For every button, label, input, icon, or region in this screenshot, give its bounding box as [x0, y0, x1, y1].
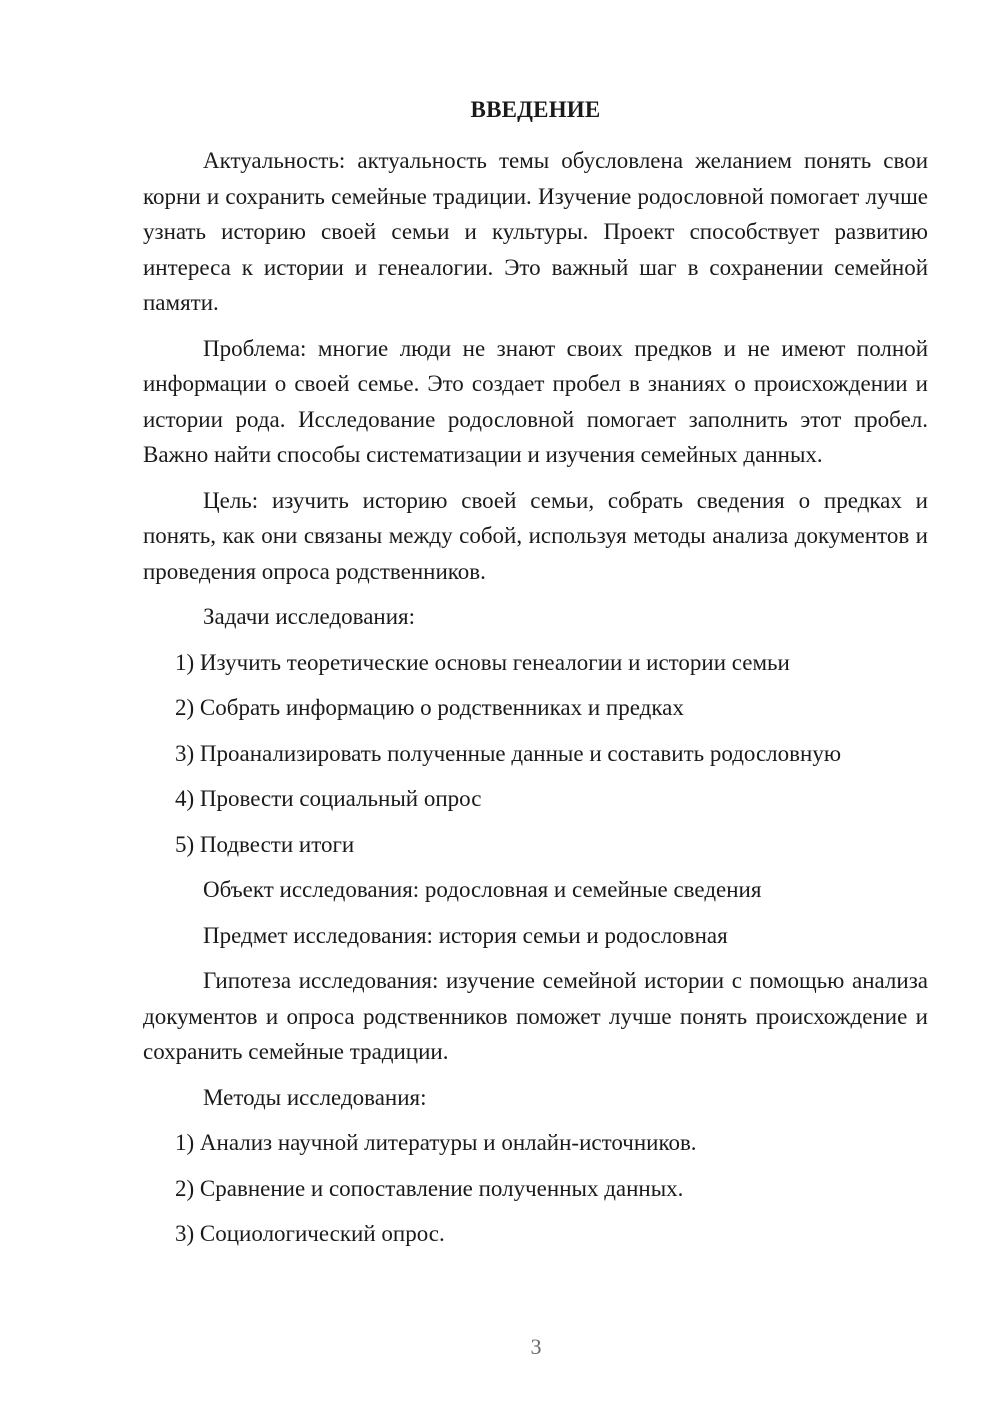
page-title: ВВЕДЕНИЕ	[470, 97, 601, 122]
goal-paragraph: Цель: изучить историю своей семьи, собрать сведения о предках и понять, как они связаны между собой, используя методы анализа документов и проведения опроса родственников.	[143, 487, 928, 584]
object-line: Объект исследования: родословная и семейные сведения	[203, 877, 762, 902]
tasks-label: Задачи исследования:	[203, 604, 416, 629]
page-number: 3	[530, 1334, 542, 1359]
list-item: 2) Собрать информацию о родственниках и предках	[175, 695, 684, 720]
list-item: 4) Провести социальный опрос	[175, 786, 482, 811]
problem-paragraph: Проблема: многие люди не знают своих предков и не имеют полной информации о своей семье. Это создает пробел в знаниях о происхождении и истории рода. Исследование родословной помогает заполнить этот пробел. Важно найти способы систематизации и изучения семейных данных.	[143, 335, 928, 467]
tasks-list	[143, 645, 928, 863]
list-item: 2) Сравнение и сопоставление полученных данных.	[175, 1175, 684, 1201]
methods-label: Методы исследования:	[203, 1084, 427, 1110]
subject-line: Предмет исследования: история семьи и родословная	[203, 922, 728, 948]
list-item: 3) Проанализировать полученные данные и составить родословную	[175, 740, 842, 766]
list-item: 3) Социологический опрос.	[175, 1221, 445, 1246]
list-item: 5) Подвести итоги	[175, 831, 355, 857]
relevance-paragraph: Актуальность: актуальность темы обусловлена желанием понять свои корни и сохранить семейные традиции. Изучение родословной помогает лучше узнать историю своей семьи и культуры. Проект способствует развитию интереса к истории и генеалогии. Это важный шаг в сохранении семейной памяти.	[143, 148, 928, 315]
hypothesis-paragraph: Гипотеза исследования: изучение семейной истории с помощью анализа документов и опроса родственников поможет лучше понять происхождение и сохранить семейные традиции.	[143, 968, 928, 1064]
list-item: 1) Изучить теоретические основы генеалогии и истории семьи	[175, 649, 790, 675]
document-page	[143, 95, 928, 1262]
list-item: 1) Анализ научной литературы и онлайн-источников.	[175, 1130, 697, 1155]
methods-list	[143, 1125, 928, 1252]
